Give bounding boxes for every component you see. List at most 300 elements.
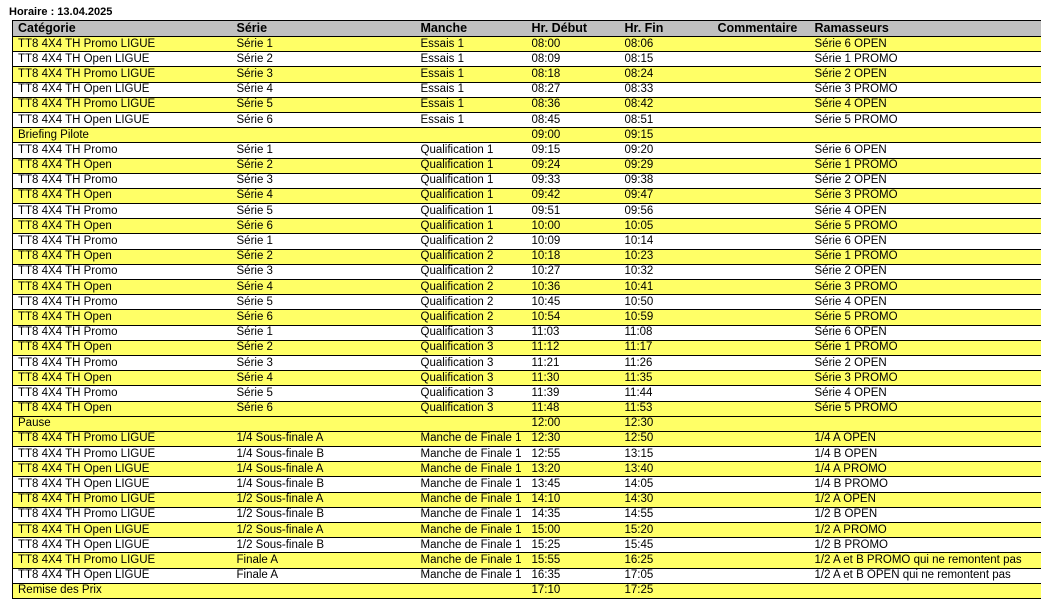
table-row [13, 264, 1041, 279]
cell-hr-fin: 16:25 [620, 553, 713, 568]
cell-ramasseurs: Série 4 OPEN [810, 204, 1041, 219]
cell-hr-fin: 12:30 [620, 416, 713, 431]
column-header-categorie: Catégorie [13, 21, 232, 37]
cell-hr-fin: 10:41 [620, 280, 713, 295]
cell-hr-fin: 08:42 [620, 97, 713, 112]
table-row [13, 204, 1041, 219]
cell-commentaire [713, 477, 810, 492]
cell-serie: Série 4 [232, 82, 416, 97]
cell-ramasseurs: 1/4 A OPEN [810, 431, 1041, 446]
cell-categorie: TT8 4X4 TH Promo [13, 386, 232, 401]
cell-hr-fin: 11:17 [620, 340, 713, 355]
cell-serie: Série 5 [232, 97, 416, 112]
cell-serie: Série 2 [232, 158, 416, 173]
cell-manche: Qualification 2 [416, 310, 527, 325]
cell-serie: 1/2 Sous-finale A [232, 492, 416, 507]
cell-categorie: TT8 4X4 TH Open LIGUE [13, 568, 232, 583]
cell-hr-fin: 13:40 [620, 462, 713, 477]
table-row [13, 143, 1041, 158]
cell-manche: Qualification 1 [416, 188, 527, 203]
cell-manche: Manche de Finale 1 [416, 462, 527, 477]
cell-ramasseurs: Série 5 PROMO [810, 112, 1041, 127]
cell-manche: Essais 1 [416, 67, 527, 82]
table-row [13, 447, 1041, 462]
cell-ramasseurs: Série 5 PROMO [810, 401, 1041, 416]
cell-commentaire [713, 204, 810, 219]
cell-manche: Qualification 3 [416, 325, 527, 340]
cell-hr-fin: 10:23 [620, 249, 713, 264]
cell-commentaire [713, 431, 810, 446]
cell-ramasseurs [810, 416, 1041, 431]
cell-commentaire [713, 158, 810, 173]
cell-manche [416, 416, 527, 431]
cell-commentaire [713, 583, 810, 598]
table-row [13, 462, 1041, 477]
cell-hr-debut: 08:09 [527, 52, 620, 67]
cell-commentaire [713, 249, 810, 264]
cell-categorie: TT8 4X4 TH Open LIGUE [13, 538, 232, 553]
cell-serie: 1/2 Sous-finale B [232, 538, 416, 553]
cell-manche: Qualification 3 [416, 355, 527, 370]
cell-hr-fin: 11:26 [620, 355, 713, 370]
cell-serie: 1/2 Sous-finale B [232, 507, 416, 522]
cell-commentaire [713, 553, 810, 568]
cell-categorie: TT8 4X4 TH Open [13, 219, 232, 234]
cell-manche: Qualification 2 [416, 280, 527, 295]
cell-commentaire [713, 325, 810, 340]
cell-serie [232, 583, 416, 598]
cell-hr-debut: 14:35 [527, 507, 620, 522]
cell-ramasseurs: Série 5 PROMO [810, 219, 1041, 234]
cell-hr-fin: 08:15 [620, 52, 713, 67]
table-row [13, 67, 1041, 82]
table-row [13, 52, 1041, 67]
cell-hr-debut: 08:18 [527, 67, 620, 82]
cell-ramasseurs: 1/2 A et B PROMO qui ne remontent pas [810, 553, 1041, 568]
table-row [13, 188, 1041, 203]
cell-ramasseurs: Série 3 PROMO [810, 82, 1041, 97]
cell-manche: Essais 1 [416, 112, 527, 127]
cell-categorie: TT8 4X4 TH Promo LIGUE [13, 553, 232, 568]
cell-commentaire [713, 523, 810, 538]
column-header-commentaire: Commentaire [713, 21, 810, 37]
cell-serie: Série 4 [232, 371, 416, 386]
table-row [13, 325, 1041, 340]
cell-hr-debut: 10:36 [527, 280, 620, 295]
cell-ramasseurs: 1/2 B PROMO [810, 538, 1041, 553]
cell-manche: Manche de Finale 1 [416, 507, 527, 522]
cell-serie: Finale A [232, 568, 416, 583]
cell-hr-debut: 08:27 [527, 82, 620, 97]
cell-hr-fin: 08:51 [620, 112, 713, 127]
cell-hr-fin: 09:56 [620, 204, 713, 219]
cell-manche: Qualification 3 [416, 386, 527, 401]
column-header-ramasseurs: Ramasseurs [810, 21, 1041, 37]
cell-manche: Qualification 2 [416, 295, 527, 310]
cell-ramasseurs: Série 5 PROMO [810, 310, 1041, 325]
cell-categorie: TT8 4X4 TH Open LIGUE [13, 82, 232, 97]
cell-commentaire [713, 234, 810, 249]
cell-commentaire [713, 112, 810, 127]
cell-serie: Série 6 [232, 310, 416, 325]
cell-categorie: TT8 4X4 TH Open LIGUE [13, 52, 232, 67]
cell-manche: Manche de Finale 1 [416, 553, 527, 568]
cell-serie: Série 1 [232, 143, 416, 158]
cell-hr-fin: 09:38 [620, 173, 713, 188]
cell-hr-fin: 09:20 [620, 143, 713, 158]
cell-categorie: TT8 4X4 TH Promo LIGUE [13, 492, 232, 507]
table-row [13, 371, 1041, 386]
cell-hr-fin: 14:30 [620, 492, 713, 507]
cell-manche: Manche de Finale 1 [416, 447, 527, 462]
cell-categorie: TT8 4X4 TH Open LIGUE [13, 112, 232, 127]
cell-hr-fin: 14:05 [620, 477, 713, 492]
cell-serie: Série 3 [232, 264, 416, 279]
cell-serie: 1/4 Sous-finale A [232, 431, 416, 446]
cell-serie: 1/2 Sous-finale A [232, 523, 416, 538]
cell-hr-debut: 12:00 [527, 416, 620, 431]
cell-hr-debut: 10:27 [527, 264, 620, 279]
cell-hr-fin: 11:35 [620, 371, 713, 386]
cell-categorie: TT8 4X4 TH Promo [13, 355, 232, 370]
cell-ramasseurs: 1/4 B PROMO [810, 477, 1041, 492]
cell-commentaire [713, 295, 810, 310]
table-row [13, 112, 1041, 127]
cell-commentaire [713, 340, 810, 355]
cell-serie: Série 2 [232, 340, 416, 355]
cell-serie [232, 416, 416, 431]
table-row [13, 416, 1041, 431]
column-header-serie: Série [232, 21, 416, 37]
column-header-manche: Manche [416, 21, 527, 37]
cell-serie: Série 5 [232, 386, 416, 401]
cell-ramasseurs: 1/2 A OPEN [810, 492, 1041, 507]
cell-categorie: TT8 4X4 TH Promo LIGUE [13, 507, 232, 522]
cell-categorie: TT8 4X4 TH Promo LIGUE [13, 67, 232, 82]
cell-serie: Finale A [232, 553, 416, 568]
cell-commentaire [713, 188, 810, 203]
cell-manche: Manche de Finale 1 [416, 568, 527, 583]
cell-ramasseurs [810, 128, 1041, 143]
cell-hr-fin: 10:32 [620, 264, 713, 279]
cell-hr-debut: 13:20 [527, 462, 620, 477]
cell-manche: Essais 1 [416, 82, 527, 97]
cell-categorie: TT8 4X4 TH Promo [13, 234, 232, 249]
cell-ramasseurs: Série 4 OPEN [810, 97, 1041, 112]
cell-manche: Qualification 2 [416, 234, 527, 249]
cell-hr-fin: 08:24 [620, 67, 713, 82]
cell-categorie: TT8 4X4 TH Open LIGUE [13, 523, 232, 538]
cell-categorie: TT8 4X4 TH Open [13, 371, 232, 386]
cell-hr-fin: 14:55 [620, 507, 713, 522]
cell-hr-debut: 15:00 [527, 523, 620, 538]
cell-categorie: TT8 4X4 TH Open [13, 280, 232, 295]
cell-commentaire [713, 52, 810, 67]
table-row [13, 523, 1041, 538]
cell-manche: Qualification 3 [416, 371, 527, 386]
cell-hr-debut: 12:30 [527, 431, 620, 446]
cell-ramasseurs [810, 583, 1041, 598]
table-row [13, 568, 1041, 583]
cell-hr-debut: 11:21 [527, 355, 620, 370]
cell-manche: Qualification 1 [416, 219, 527, 234]
table-row [13, 583, 1041, 598]
cell-hr-debut: 15:55 [527, 553, 620, 568]
cell-commentaire [713, 462, 810, 477]
cell-hr-debut: 08:36 [527, 97, 620, 112]
cell-hr-debut: 11:03 [527, 325, 620, 340]
cell-hr-debut: 09:33 [527, 173, 620, 188]
table-row [13, 492, 1041, 507]
cell-commentaire [713, 401, 810, 416]
table-row [13, 219, 1041, 234]
table-row [13, 280, 1041, 295]
table-row [13, 340, 1041, 355]
cell-hr-debut: 12:55 [527, 447, 620, 462]
table-row [13, 295, 1041, 310]
cell-hr-fin: 08:33 [620, 82, 713, 97]
cell-categorie: TT8 4X4 TH Open [13, 188, 232, 203]
cell-hr-debut: 11:48 [527, 401, 620, 416]
table-row [13, 431, 1041, 446]
cell-hr-debut: 08:45 [527, 112, 620, 127]
table-row [13, 538, 1041, 553]
cell-commentaire [713, 355, 810, 370]
cell-ramasseurs: Série 2 OPEN [810, 264, 1041, 279]
cell-categorie: TT8 4X4 TH Promo [13, 204, 232, 219]
cell-commentaire [713, 219, 810, 234]
table-body [13, 37, 1041, 599]
cell-manche: Qualification 1 [416, 173, 527, 188]
cell-hr-fin: 09:47 [620, 188, 713, 203]
cell-serie: Série 6 [232, 401, 416, 416]
cell-hr-debut: 13:45 [527, 477, 620, 492]
cell-hr-fin: 08:06 [620, 37, 713, 52]
table-header-row [13, 21, 1041, 37]
column-header-hr-debut: Hr. Début [527, 21, 620, 37]
cell-hr-debut: 09:51 [527, 204, 620, 219]
cell-serie: Série 6 [232, 219, 416, 234]
cell-manche: Essais 1 [416, 97, 527, 112]
cell-manche: Manche de Finale 1 [416, 492, 527, 507]
cell-serie: Série 4 [232, 188, 416, 203]
cell-hr-debut: 10:00 [527, 219, 620, 234]
cell-hr-fin: 17:05 [620, 568, 713, 583]
cell-manche: Qualification 1 [416, 158, 527, 173]
table-row [13, 82, 1041, 97]
cell-commentaire [713, 37, 810, 52]
column-header-hr-fin: Hr. Fin [620, 21, 713, 37]
table-row [13, 173, 1041, 188]
cell-hr-fin: 13:15 [620, 447, 713, 462]
cell-categorie: TT8 4X4 TH Promo LIGUE [13, 37, 232, 52]
cell-commentaire [713, 386, 810, 401]
cell-ramasseurs: Série 1 PROMO [810, 52, 1041, 67]
cell-ramasseurs: Série 2 OPEN [810, 67, 1041, 82]
cell-serie [232, 128, 416, 143]
schedule-table [12, 20, 1041, 599]
cell-manche: Qualification 1 [416, 204, 527, 219]
cell-categorie: TT8 4X4 TH Promo LIGUE [13, 431, 232, 446]
table-row [13, 97, 1041, 112]
cell-serie: Série 6 [232, 112, 416, 127]
table-row [13, 37, 1041, 52]
cell-hr-debut: 10:54 [527, 310, 620, 325]
cell-ramasseurs: Série 3 PROMO [810, 188, 1041, 203]
table-row [13, 355, 1041, 370]
cell-categorie: TT8 4X4 TH Promo LIGUE [13, 447, 232, 462]
cell-ramasseurs: Série 6 OPEN [810, 234, 1041, 249]
cell-hr-fin: 11:08 [620, 325, 713, 340]
cell-serie: Série 1 [232, 234, 416, 249]
cell-ramasseurs: Série 6 OPEN [810, 325, 1041, 340]
cell-serie: 1/4 Sous-finale A [232, 462, 416, 477]
schedule-title: Horaire : 13.04.2025 [9, 6, 113, 18]
cell-categorie: TT8 4X4 TH Open [13, 340, 232, 355]
cell-hr-fin: 17:25 [620, 583, 713, 598]
cell-hr-debut: 09:15 [527, 143, 620, 158]
cell-hr-debut: 10:18 [527, 249, 620, 264]
cell-hr-fin: 15:45 [620, 538, 713, 553]
cell-manche: Manche de Finale 1 [416, 538, 527, 553]
cell-commentaire [713, 416, 810, 431]
cell-hr-fin: 10:59 [620, 310, 713, 325]
cell-ramasseurs: 1/2 A PROMO [810, 523, 1041, 538]
cell-hr-fin: 09:15 [620, 128, 713, 143]
cell-manche: Qualification 1 [416, 143, 527, 158]
cell-hr-debut: 11:12 [527, 340, 620, 355]
cell-commentaire [713, 264, 810, 279]
cell-serie: Série 3 [232, 173, 416, 188]
cell-serie: Série 3 [232, 67, 416, 82]
cell-manche: Manche de Finale 1 [416, 431, 527, 446]
cell-ramasseurs: 1/2 B OPEN [810, 507, 1041, 522]
cell-categorie: Briefing Pilote [13, 128, 232, 143]
cell-categorie: TT8 4X4 TH Open LIGUE [13, 462, 232, 477]
cell-serie: Série 2 [232, 249, 416, 264]
cell-hr-debut: 15:25 [527, 538, 620, 553]
table-row [13, 158, 1041, 173]
table-row [13, 401, 1041, 416]
cell-categorie: TT8 4X4 TH Open LIGUE [13, 477, 232, 492]
cell-categorie: TT8 4X4 TH Promo [13, 143, 232, 158]
cell-serie: Série 1 [232, 37, 416, 52]
cell-commentaire [713, 97, 810, 112]
cell-hr-debut: 11:39 [527, 386, 620, 401]
cell-hr-debut: 09:00 [527, 128, 620, 143]
cell-commentaire [713, 371, 810, 386]
cell-ramasseurs: Série 1 PROMO [810, 249, 1041, 264]
table-row [13, 386, 1041, 401]
cell-hr-fin: 10:50 [620, 295, 713, 310]
cell-categorie: TT8 4X4 TH Promo [13, 325, 232, 340]
cell-manche: Qualification 2 [416, 264, 527, 279]
cell-ramasseurs: Série 6 OPEN [810, 37, 1041, 52]
table-row [13, 128, 1041, 143]
cell-hr-fin: 11:53 [620, 401, 713, 416]
cell-ramasseurs: Série 6 OPEN [810, 143, 1041, 158]
cell-hr-fin: 10:14 [620, 234, 713, 249]
cell-hr-debut: 09:24 [527, 158, 620, 173]
cell-hr-debut: 17:10 [527, 583, 620, 598]
cell-commentaire [713, 280, 810, 295]
cell-ramasseurs: Série 4 OPEN [810, 386, 1041, 401]
cell-ramasseurs: 1/2 A et B OPEN qui ne remontent pas [810, 568, 1041, 583]
cell-hr-debut: 08:00 [527, 37, 620, 52]
cell-hr-debut: 11:30 [527, 371, 620, 386]
cell-manche: Essais 1 [416, 37, 527, 52]
cell-serie: 1/4 Sous-finale B [232, 447, 416, 462]
cell-hr-fin: 10:05 [620, 219, 713, 234]
cell-hr-fin: 09:29 [620, 158, 713, 173]
cell-hr-fin: 15:20 [620, 523, 713, 538]
cell-serie: Série 5 [232, 204, 416, 219]
table-row [13, 477, 1041, 492]
cell-commentaire [713, 568, 810, 583]
table-row [13, 234, 1041, 249]
cell-commentaire [713, 507, 810, 522]
cell-commentaire [713, 128, 810, 143]
cell-ramasseurs: Série 1 PROMO [810, 340, 1041, 355]
cell-commentaire [713, 67, 810, 82]
cell-ramasseurs: Série 3 PROMO [810, 280, 1041, 295]
cell-hr-fin: 12:50 [620, 431, 713, 446]
cell-commentaire [713, 310, 810, 325]
cell-categorie: TT8 4X4 TH Promo [13, 295, 232, 310]
cell-categorie: TT8 4X4 TH Open [13, 310, 232, 325]
table-row [13, 310, 1041, 325]
cell-manche: Qualification 3 [416, 401, 527, 416]
cell-hr-debut: 09:42 [527, 188, 620, 203]
cell-serie: Série 4 [232, 280, 416, 295]
cell-manche: Qualification 3 [416, 340, 527, 355]
cell-serie: Série 5 [232, 295, 416, 310]
cell-categorie: TT8 4X4 TH Open [13, 249, 232, 264]
table-row [13, 249, 1041, 264]
cell-commentaire [713, 492, 810, 507]
cell-manche: Essais 1 [416, 52, 527, 67]
cell-manche [416, 583, 527, 598]
cell-manche: Qualification 2 [416, 249, 527, 264]
cell-manche [416, 128, 527, 143]
cell-commentaire [713, 538, 810, 553]
cell-categorie: Pause [13, 416, 232, 431]
cell-manche: Manche de Finale 1 [416, 477, 527, 492]
cell-serie: Série 1 [232, 325, 416, 340]
cell-ramasseurs: Série 4 OPEN [810, 295, 1041, 310]
cell-hr-debut: 10:09 [527, 234, 620, 249]
cell-hr-debut: 16:35 [527, 568, 620, 583]
cell-commentaire [713, 143, 810, 158]
cell-ramasseurs: 1/4 A PROMO [810, 462, 1041, 477]
cell-hr-debut: 14:10 [527, 492, 620, 507]
cell-ramasseurs: Série 2 OPEN [810, 173, 1041, 188]
cell-categorie: TT8 4X4 TH Open [13, 158, 232, 173]
cell-serie: Série 2 [232, 52, 416, 67]
cell-categorie: TT8 4X4 TH Open [13, 401, 232, 416]
cell-categorie: TT8 4X4 TH Promo LIGUE [13, 97, 232, 112]
cell-serie: 1/4 Sous-finale B [232, 477, 416, 492]
table-row [13, 553, 1041, 568]
cell-commentaire [713, 447, 810, 462]
cell-commentaire [713, 82, 810, 97]
cell-manche: Manche de Finale 1 [416, 523, 527, 538]
cell-categorie: TT8 4X4 TH Promo [13, 173, 232, 188]
cell-ramasseurs: Série 3 PROMO [810, 371, 1041, 386]
table-row [13, 507, 1041, 522]
cell-ramasseurs: 1/4 B OPEN [810, 447, 1041, 462]
cell-commentaire [713, 173, 810, 188]
